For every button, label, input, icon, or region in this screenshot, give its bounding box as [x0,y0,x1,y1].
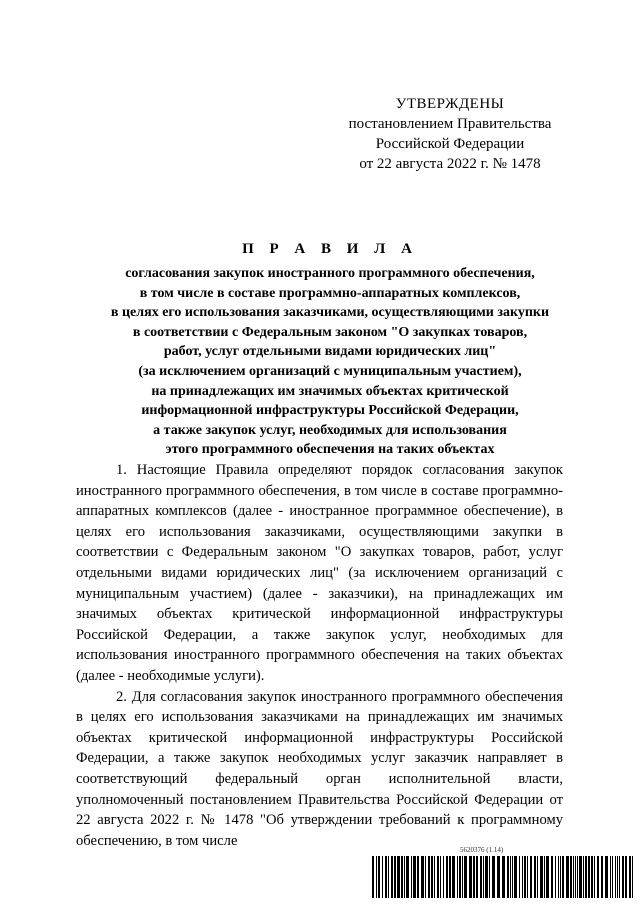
document-number: 5620376 (1.14) [460,846,504,854]
title-line: информационной инфраструктуры Российской Федерации, [141,403,519,419]
paragraph-2: 2. Для согласования закупок иностранного программного обеспечения в целях его использования заказчиками на принадлежащих им значимых объектах критической информационной инфраструктуры Российской Федерации, а также закупок необходимых услуг заказчик направляет в соответствующий федеральный орган исполнительной власти, уполномоченный постановлением Правительства Российской Федерации от 22 августа 2022 г. № 1478 "Об утверждении требований к программному обеспечению, в том числе [76,688,563,849]
title-line: на принадлежащих им значимых объектах критической [151,383,509,399]
barcode [372,856,634,898]
approval-stamp [330,94,570,174]
title-line: работ, услуг отдельными видами юридических лиц" [163,344,497,360]
document-body [76,460,563,851]
approval-line-2: Российской Федерации [375,136,525,152]
document-title [40,238,620,460]
title-line: в соответствии с Федеральным законом "О закупках товаров, [132,324,528,340]
approval-line-1: постановлением Правительства [348,116,552,132]
title-line: (за исключением организаций с муниципальным участием), [138,363,522,379]
title-line: а также закупок услуг, необходимых для использования [153,422,507,438]
paragraph-1: 1. Настоящие Правила определяют порядок согласования закупок иностранного программного обеспечения, в том числе в составе программно-аппаратных комплексов (далее - иностранное программное обеспечение), в целях его использования заказчиками, осуществляющими закупки в соответствии с Федеральным законом "О закупках товаров, работ, услуг отдельными видами юридических лиц" (за исключением организаций с муниципальным участием) (далее - заказчики), на принадлежащих им значимых объектах критической информационной инфраструктуры Российской Федерации, а также закупок услуг, необходимых для использования иностранного программного обеспечения на таких объектах (далее - необходимые услуги). [76,462,563,684]
title-line: этого программного обеспечения на таких объектах [165,442,495,458]
page-footer [372,846,634,900]
title-line: согласования закупок иностранного программного обеспечения, [125,266,535,281]
title-line: в том числе в составе программно-аппаратных комплексов, [139,285,521,301]
document-type: П Р А В И Л А [242,241,418,257]
approval-heading: УТВЕРЖДЕНЫ [395,96,505,112]
title-line: в целях его использования заказчиками, осуществляющими закупки [110,305,550,321]
approval-line-3: от 22 августа 2022 г. № 1478 [359,156,541,172]
